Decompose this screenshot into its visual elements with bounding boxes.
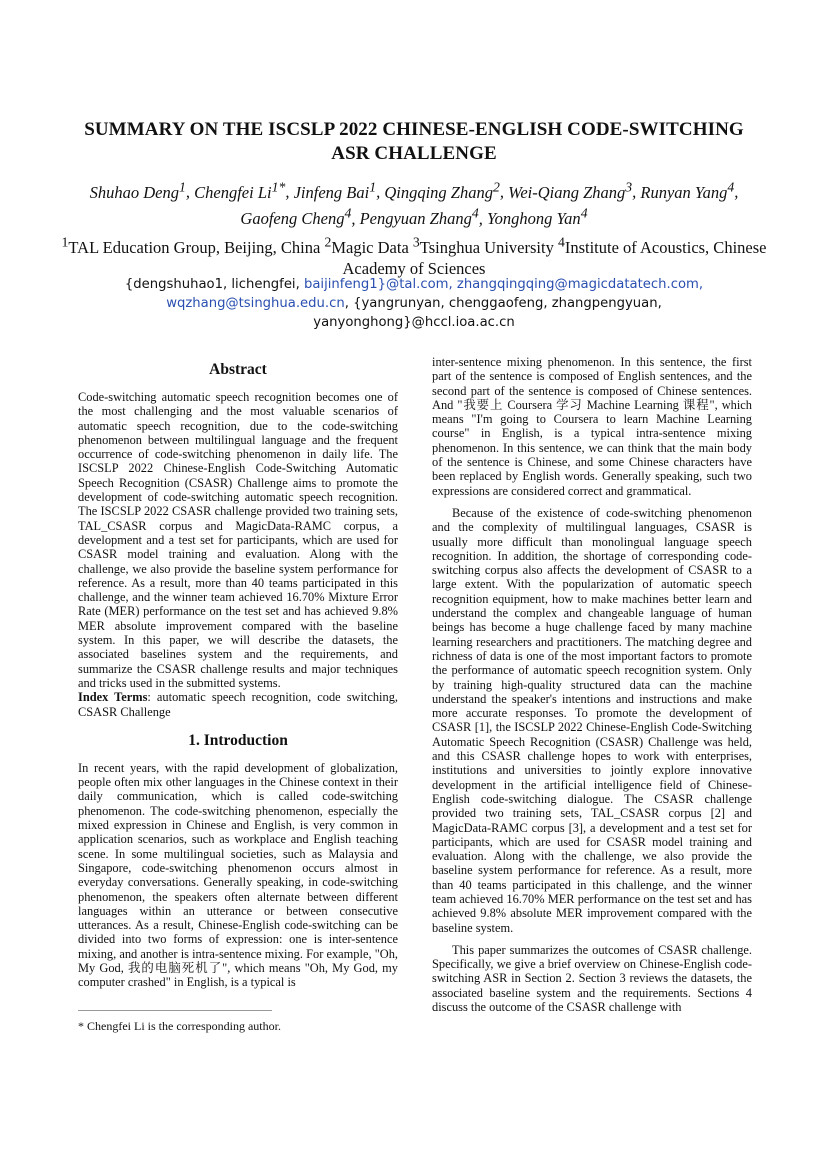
author: Shuhao Deng$^1$: [89, 179, 186, 202]
abstract-heading: Abstract: [209, 361, 267, 378]
affiliation: $^3$Tsinghua University: [412, 234, 554, 257]
author: Gaofeng Cheng$^4$: [240, 205, 352, 228]
intro-paragraph: In recent years, with the rapid development of globalization, people often mix other languages in the Chinese context in their daily communication, which is called code-switching phenomenon. The code-switching phenomenon, especially the mixed expression in Chinese and English, is very common in application scenarios, such as workplace and English teaching scene. In some multilingual societies, such as Malaysia and Singapore, code-switching phenomenon occurs almost in everyday conversations. Generally speaking, in code-switching phenomenon, the speakers often alternate between different languages within an utterance or between consecutive utterances. As a result, Chinese-English code-switching can be divided into two forms of expression: one is inter-sentence mixing, and another is intra-sentence mixing. For example, "Oh, My God, 我的电脑死机了", which means "Oh, My God, my computer crashed" in English, is a typical is: [78, 760, 398, 990]
affiliations: [60, 231, 768, 279]
author: Yonghong Yan$^4$: [486, 205, 588, 228]
paper-title: SUMMARY ON THE ISCSLP 2022 CHINESE-ENGLISH CODE-SWITCHING ASR CHALLENGE: [84, 119, 744, 164]
abstract-body: Code-switching automatic speech recognition becomes one of the most challenging and the most valuable scenarios of automatic speech recognition, due to the code-switching phenomenon between multilingual language and the frequent occurrence of code-switching phenomenon in daily life. The ISCSLP 2022 Chinese-English Code-Switching Automatic Speech Recognition (CSASR) Challenge aims to promote the development of code-switching automatic speech recognition. The ISCSLP 2022 CSASR challenge provided two training sets, TAL_CSASR corpus and MagicData-RAMC corpus, a development and a test set for participants, which are used for CSASR model training and evaluation. Along with the challenge, we also provide the baseline system performance for reference. As a result, more than 40 teams participated in this challenge, and the winner team achieved 16.70% Mixture Error Rate (MER) performance on the test set and has achieved 9.8% MER absolute improvement compared with the baseline system. In this paper, we will describe the datasets, the associated baselines system and the requirements, and summarize the CSASR challenge results and major techniques and tricks used in the submitted systems.: [78, 390, 398, 690]
affiliation: $^2$Magic Data: [324, 234, 409, 257]
affiliation: $^4$Institute of Acoustics, Chinese Academy of Sciences: [342, 234, 767, 278]
left-column: [78, 355, 398, 990]
author-emails: {dengshuhao1, lichengfei, baijinfeng1}@tal.com, zhangqingqing@magicdatatech.com, wqzhang@tsinghua.edu.cn, {yangrunyan, chenggaofeng, zhangpengyuan, yanyonghong}@hccl.ioa.ac.cn: [124, 277, 704, 330]
author: Qingqing Zhang$^2$: [384, 179, 500, 202]
right-column: [432, 355, 752, 1014]
index-terms: Index Terms: automatic speech recognition, code switching, CSASR Challenge: [78, 690, 398, 719]
body-paragraph: Because of the existence of code-switching phenomenon and the complexity of multilingual languages, CSASR is usually more difficult than monolingual language speech recognition. In addition, the shortage of corresponding code-switching corpus also affects the development of CSASR to a large extent. With the popularization of automatic speech recognition equipment, how to make machines better learn and understand the complex and changeable language of human beings has become a huge challenge faced by many machine learning researchers and practitioners. The matching degree and richness of data is one of the most important factors to promote the performance of automatic speech recognition system. Only by training high-quality structured data can the machine understand the speaker's intentions and instructions and make more accurate responses. To promote the development of CSASR [1], the ISCSLP 2022 Chinese-English Code-Switching Automatic Speech Recognition (CSASR) Challenge was held, and this CSASR challenge hopes to work with enterprises, institutions and universities to jointly explore innovative development in the artificial intelligence field of Chinese-English code-switching dialogue. The CSASR challenge provided two training sets, TAL_CSASR corpus [2] and MagicData-RAMC corpus [3], a development and a test set for participants, which are used for CSASR model training and evaluation. Along with the challenge, we also provide the baseline system performance for reference. As a result, more than 40 teams participated in this challenge, and the winner team achieved 16.70% MER performance on the test set and has achieved 9.8% absolute MER improvement compared with the baseline system.: [432, 505, 752, 935]
footnote: * Chengfei Li is the corresponding author.: [78, 1019, 281, 1033]
body-paragraph: This paper summarizes the outcomes of CSASR challenge. Specifically, we give a brief overview on Chinese-English code-switching ASR in Section 2. Section 3 reviews the datasets, the associated baseline system and the requirements. Sections 4 discuss the outcome of the CSASR challenge with: [432, 942, 752, 1015]
email-link[interactable]: wqzhang@tsinghua.edu.cn: [166, 296, 345, 311]
affiliation: $^1$TAL Education Group, Beijing, China: [61, 234, 321, 257]
author: Runyan Yang$^4$: [640, 179, 735, 202]
author: Chengfei $Li^{1*}$: [194, 179, 286, 202]
introduction-heading: 1. Introduction: [188, 731, 288, 749]
author-list: Shuhao Deng$^1$, Chengfei $Li^{1*}$, Jinfeng Bai$^1$, Qingqing Zhang$^2$, Wei-Qiang Zhang$^3$, Runyan Yang$^4$, Gaofeng Cheng$^4$, Pengyuan Zhang$^4$, Yonghong Yan$^4$: [89, 179, 739, 228]
author: Wei-Qiang Zhang$^3$: [508, 179, 633, 202]
author: Pengyuan Zhang$^4$: [359, 205, 479, 228]
author: Jinfeng Bai$^1$: [293, 179, 377, 202]
email-link[interactable]: baijinfeng1}@tal.com, zhangqingqing@magicdatatech.com,: [303, 277, 704, 292]
body-paragraph: inter-sentence mixing phenomenon. In this sentence, the first part of the sentence is composed of English sentences, and the second part of the sentence is composed of Chinese sentences. And "我要上 Coursera 学习 Machine Learning 课程", which means "I'm going to Coursera to learn Machine Learning course" in English, is a typical intra-sentence mixing phenomenon. In this sentence, we can think that the main body of the sentence is Chinese, and some Chinese characters have been replaced by English words. Generally speaking, such two expressions are considered correct and grammatical.: [432, 355, 752, 498]
footnote-divider: [78, 1010, 272, 1011]
